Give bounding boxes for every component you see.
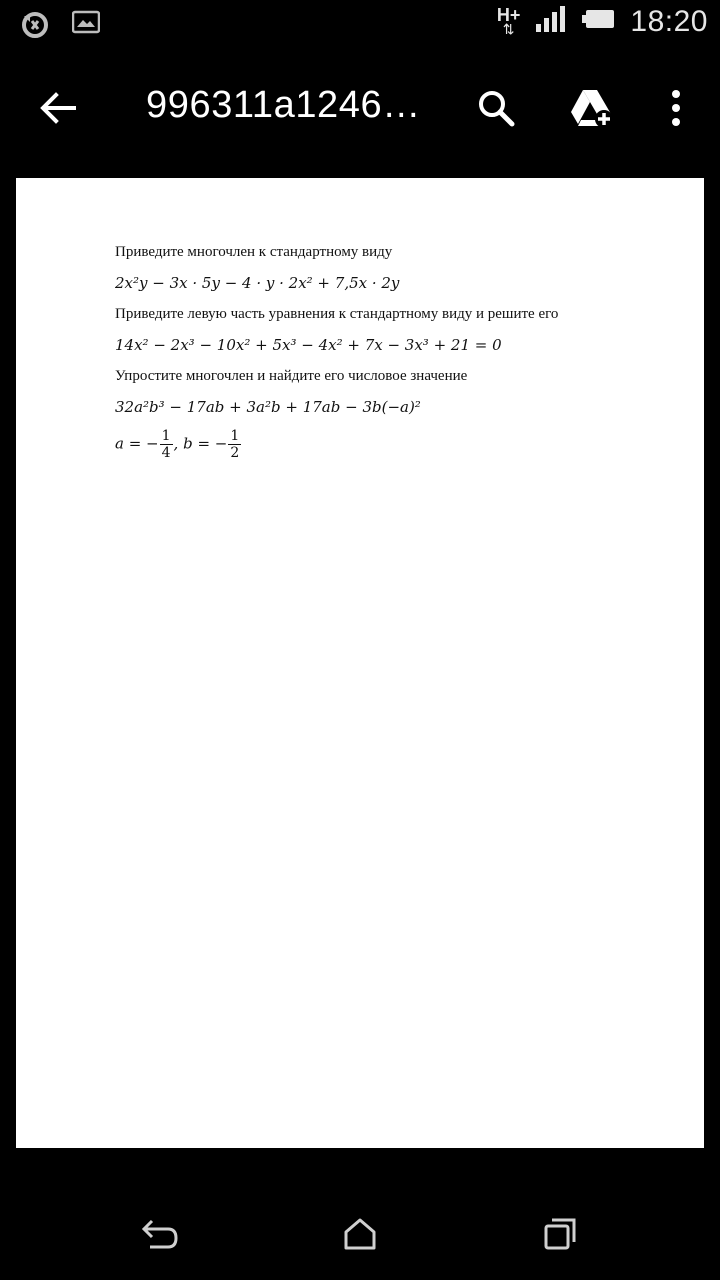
b-value-label: , b = − <box>173 434 228 453</box>
more-vert-icon <box>669 88 683 128</box>
sync-icon <box>20 10 50 45</box>
task-1-text: Приведите многочлен к стандартному виду <box>115 244 393 260</box>
task-1-expression: 2x²y − 3x · 5y − 4 · y · 2x² + 7,5x · 2y <box>115 274 400 292</box>
b-value-fraction: $\frac{1}{2}$ <box>230 428 240 461</box>
task-2-text: Приведите левую часть уравнения к стандартному виду и решите его <box>115 306 559 322</box>
signal-strength-icon <box>534 4 568 39</box>
battery-icon <box>582 8 616 35</box>
document-page[interactable] <box>16 178 704 1148</box>
clock: 18:20 <box>630 4 708 38</box>
image-notification-icon <box>72 10 100 45</box>
arrow-left-icon <box>38 90 78 126</box>
nav-home-button[interactable] <box>330 1204 390 1264</box>
search-button[interactable] <box>468 80 524 136</box>
a-value-label: a = − <box>115 434 159 453</box>
search-icon <box>476 88 516 128</box>
document-title: 996311a1246… <box>146 84 421 126</box>
status-bar <box>0 0 720 50</box>
home-icon <box>342 1216 378 1252</box>
nav-back-button[interactable] <box>130 1204 190 1264</box>
back-icon <box>140 1217 180 1251</box>
recents-icon <box>542 1216 578 1252</box>
variable-values <box>115 428 675 461</box>
drive-add-icon <box>569 88 615 128</box>
network-type-icon: H+ ⇅ <box>496 4 521 37</box>
back-button[interactable] <box>30 80 86 136</box>
task-3-text: Упростите многочлен и найдите его числовое значение <box>115 368 468 384</box>
app-bar <box>0 50 720 166</box>
navigation-bar <box>0 1180 720 1280</box>
a-value-fraction: $\frac{1}{4}$ <box>161 428 171 461</box>
task-3-expression: 32a²b³ − 17ab + 3a²b + 17ab − 3b(−a)² <box>115 398 421 416</box>
add-to-drive-button[interactable] <box>562 80 622 136</box>
more-options-button[interactable] <box>648 80 704 136</box>
task-2-expression: 14x² − 2x³ − 10x² + 5x³ − 4x² + 7x − 3x³ + 21 = 0 <box>115 336 502 354</box>
document-content <box>115 242 675 471</box>
nav-recents-button[interactable] <box>530 1204 590 1264</box>
